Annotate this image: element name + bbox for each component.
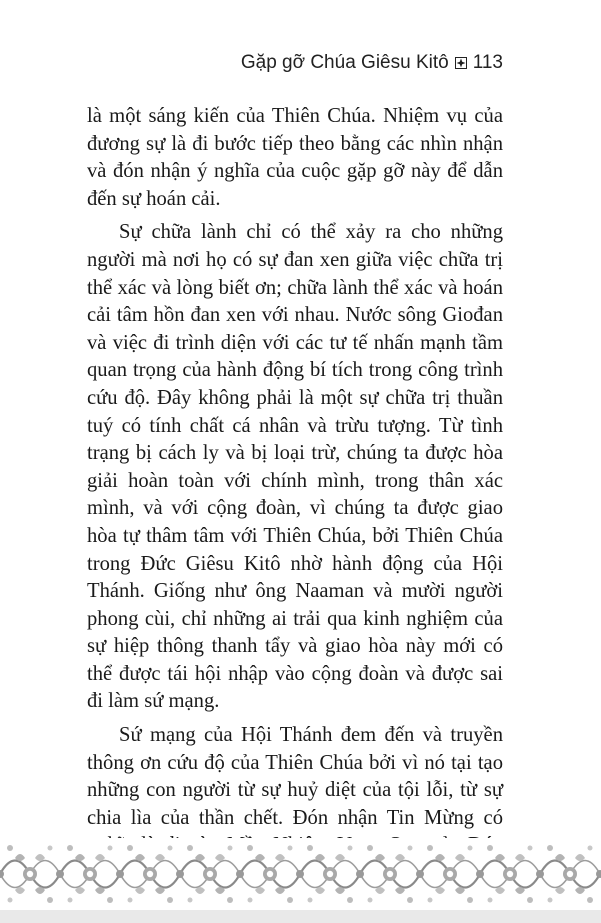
page-bottom-strip: [0, 910, 601, 923]
floral-border-ornament: [0, 838, 601, 910]
page-number: 113: [472, 52, 503, 73]
cross-icon: [455, 57, 467, 69]
paragraph-1: là một sáng kiến của Thiên Chúa. Nhiệm vụ của đương sự là đi bước tiếp theo bằng các nhìn nhận và đón nhận ý nghĩa của cuộc gặp gỡ này để dẫn đến sự hoán cải.: [87, 105, 503, 210]
running-head: [241, 52, 503, 74]
paragraph-3: Sứ mạng của Hội Thánh đem đến và truyền thông ơn cứu độ của Thiên Chúa bởi vì nó tại tạo những con người từ sự huỷ diệt của tội lỗi, từ sự chia lìa của thần chết. Đón nhận Tin Mừng có: [87, 724, 503, 829]
paragraph-2: Sự chữa lành chỉ có thể xảy ra cho những người mà nơi họ có sự đan xen giữa việc chữa trị thể xác và lòng biết ơn; chữa lành thể xác và hoán cải tâm hồn đan xen với nhau. Nước sông Giođan và việc đi trình diện với các tư tế nhấn mạnh tầm quan trọng của hành động bí tích trong công trình cứu độ. Đây không phải là một sự chữa trị thuần tuý có tính chất cá nhân và trừu tượng. Từ tình trạng bị cách ly và bị loại trừ, chúng ta được hòa giải hoàn toàn với chính mình, trong thân xác mình, và với cộng đoàn, vì chúng ta được giao hòa tự thâm tâm với Thiên Chúa, bởi Thiên Chúa trong Đức Giêsu Kitô nhờ hành động của Hội Thánh. Giống như ông Naaman và mười người phong cùi, chỉ những ai trải qua kinh nghiệm của sự hiệp thông thanh tẩy và giao hòa này mới có thể được tái hội nhập vào cộng đoàn và được sai đi làm sứ mạng.: [87, 221, 503, 713]
body-text: [87, 103, 503, 915]
running-title: Gặp gỡ Chúa Giêsu Kitô: [240, 52, 449, 73]
